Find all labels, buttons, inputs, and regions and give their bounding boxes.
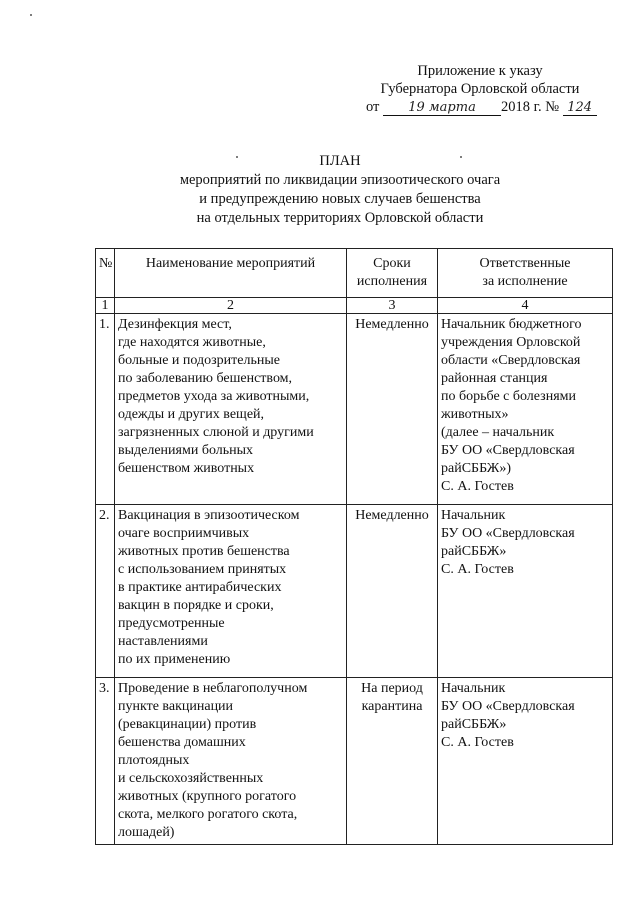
header-activity: Наименование мероприятий xyxy=(115,249,347,298)
column-number: 1 xyxy=(96,298,115,314)
table-row xyxy=(96,314,613,505)
term-cell: Немедленно xyxy=(347,314,438,505)
table-row xyxy=(96,505,613,678)
column-number: 4 xyxy=(438,298,613,314)
header-term: Сроки исполнения xyxy=(347,249,438,298)
term-cell: Немедленно xyxy=(347,505,438,678)
row-number: 2. xyxy=(96,505,115,678)
plan-subtitle-line: и предупреждению новых случаев бешенства xyxy=(199,191,481,207)
header-responsible: Ответственные за исполнение xyxy=(438,249,613,298)
responsible-cell: Начальник БУ ОО «Свердловская райСББЖ» С. А. Гостев xyxy=(438,678,613,845)
column-number-row xyxy=(96,298,613,314)
term-cell: На период карантина xyxy=(347,678,438,845)
appendix-line: Губернатора Орловской области xyxy=(380,81,580,97)
date-prefix: от xyxy=(366,99,380,115)
table-row xyxy=(96,678,613,845)
row-number: 1. xyxy=(96,314,115,505)
activity-cell: Проведение в неблагополучном пункте вакцинации (ревакцинации) против бешенства домашних плотоядных и сельскохозяйственных животных (крупного рогатого скота, мелкого рогатого скота, лошадей) xyxy=(115,678,347,845)
appendix-line: Приложение к указу xyxy=(417,63,543,79)
plan-subtitle-line: мероприятий по ликвидации эпизоотического очага xyxy=(179,172,501,188)
scan-speck xyxy=(30,14,32,16)
date-year: 2018 г. № xyxy=(501,99,560,115)
plan-table xyxy=(95,248,613,845)
handwritten-date: 19 марта xyxy=(408,100,476,115)
plan-subtitle-line: на отдельных территориях Орловской области xyxy=(196,210,484,226)
decree-date-line xyxy=(360,98,600,116)
appendix-header xyxy=(360,62,600,116)
row-number: 3. xyxy=(96,678,115,845)
handwritten-number: 124 xyxy=(567,100,593,115)
activity-cell: Дезинфекция мест, где находятся животные, больные и подозрительные по заболеванию бешенством, предметов ухода за животными, одежды и других вещей, загрязненных слюной и другими выделениями больных бешенством животных xyxy=(115,314,347,505)
responsible-cell: Начальник бюджетного учреждения Орловской области «Свердловская районная станция по борьбе с болезнями животных» (далее – начальник БУ ОО «Свердловская райСББЖ») С. А. Гостев xyxy=(438,314,613,505)
plan-title xyxy=(140,152,540,228)
column-number: 3 xyxy=(347,298,438,314)
plan-heading: ПЛАН xyxy=(319,153,361,169)
date-day-field xyxy=(383,100,501,116)
header-no: № xyxy=(96,249,115,298)
table-header-row xyxy=(96,249,613,298)
column-number: 2 xyxy=(115,298,347,314)
decree-number-field xyxy=(563,100,597,116)
activity-cell: Вакцинация в эпизоотическом очаге восприимчивых животных против бешенства с использованием принятых в практике антирабических вакцин в порядке и сроки, предусмотренные наставлениями по их применению xyxy=(115,505,347,678)
responsible-cell: Начальник БУ ОО «Свердловская райСББЖ» С. А. Гостев xyxy=(438,505,613,678)
